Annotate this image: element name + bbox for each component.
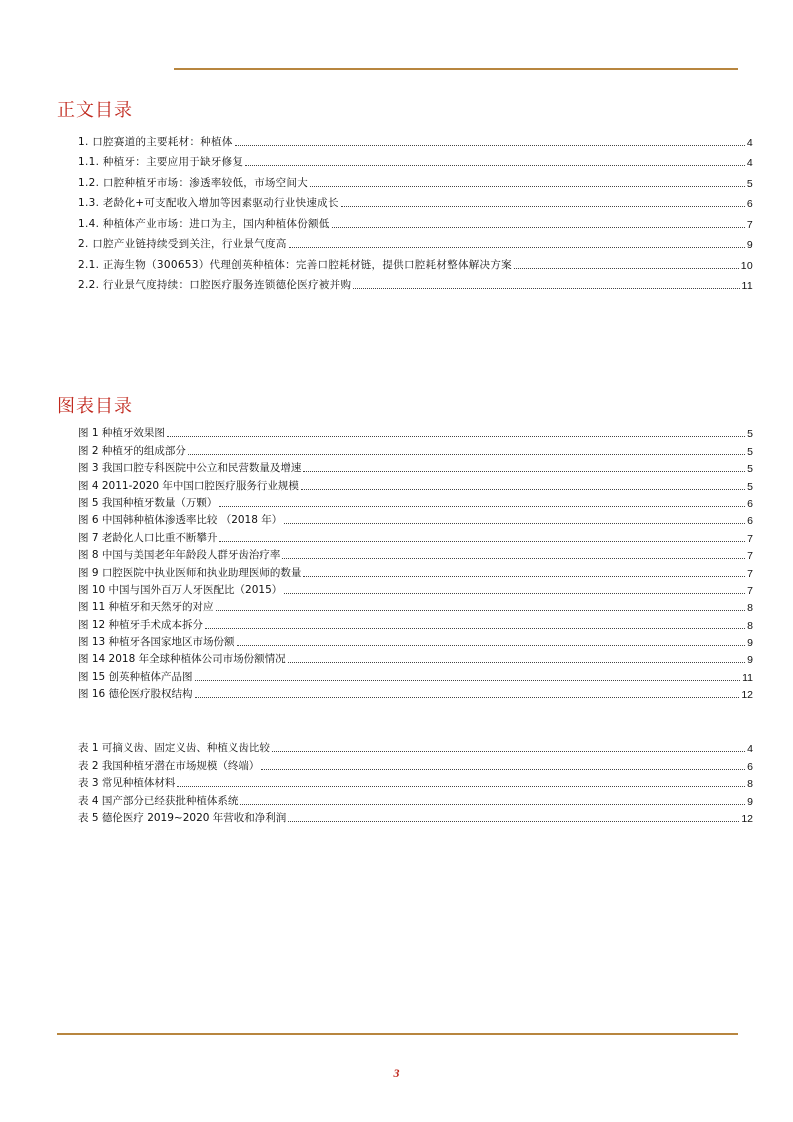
toc-entry[interactable]	[78, 272, 753, 293]
figure-entry[interactable]	[78, 632, 753, 649]
toc-entry-label[interactable]: 1.2. 口腔种植牙市场：渗透率较低，市场空间大	[78, 176, 309, 189]
dot-leader	[310, 186, 745, 187]
toc-entry[interactable]	[78, 231, 753, 252]
toc-entry-label[interactable]: 2.2. 行业景气度持续：口腔医疗服务连锁德伦医疗被并购	[78, 279, 352, 291]
table-entry-label[interactable]: 表 2 我国种植牙潜在市场规模（终端）	[78, 759, 260, 772]
figure-entry-page-number[interactable]: 5	[747, 428, 753, 441]
table-entry[interactable]	[78, 773, 753, 790]
dot-leader	[284, 593, 745, 594]
toc-entry[interactable]	[78, 169, 753, 190]
dot-leader	[289, 247, 745, 248]
toc-entry-page-number[interactable]: 5	[746, 177, 753, 190]
dot-leader	[235, 145, 745, 146]
figure-entry-page-number[interactable]: 7	[747, 567, 753, 580]
dot-leader	[216, 610, 746, 611]
toc-entry[interactable]	[78, 210, 753, 231]
dot-leader	[188, 454, 745, 455]
table-toc-list	[78, 738, 753, 825]
figure-entry-label[interactable]: 图 5 我国种植牙数量（万颗）	[78, 496, 218, 509]
table-entry[interactable]	[78, 755, 753, 772]
figure-entry-page-number[interactable]: 7	[747, 532, 753, 545]
figure-entry[interactable]	[78, 458, 753, 475]
toc-entry[interactable]	[78, 190, 753, 211]
toc-entry[interactable]	[78, 128, 753, 149]
figure-entry[interactable]	[78, 545, 753, 562]
figure-entry-page-number[interactable]: 6	[747, 515, 753, 528]
toc-entry-label[interactable]: 2. 口腔产业链持续受到关注，行业景气度高	[78, 238, 287, 250]
toc-entry[interactable]	[78, 149, 753, 170]
figure-entry-page-number[interactable]: 7	[747, 550, 753, 563]
figure-entry[interactable]	[78, 597, 753, 614]
toc-entry-page-number[interactable]: 4	[746, 136, 753, 149]
figure-entry[interactable]	[78, 562, 753, 579]
main-toc-title: 正文目录	[57, 100, 133, 121]
table-entry[interactable]	[78, 808, 753, 825]
dot-leader	[205, 628, 745, 629]
toc-entry-page-number[interactable]: 9	[746, 239, 753, 251]
header-rule	[174, 68, 738, 70]
figure-entry[interactable]	[78, 666, 753, 683]
dot-leader	[219, 506, 745, 507]
figure-entry[interactable]	[78, 440, 753, 457]
figure-entry-page-number[interactable]: 9	[747, 637, 753, 650]
toc-entry-page-number[interactable]: 10	[740, 259, 753, 272]
figure-toc-list	[78, 423, 753, 701]
figure-entry-page-number[interactable]: 5	[747, 463, 753, 476]
dot-leader	[261, 769, 745, 770]
dot-leader	[167, 436, 745, 437]
toc-entry-page-number[interactable]: 6	[746, 198, 753, 210]
dot-leader	[303, 471, 745, 472]
figure-entry-page-number[interactable]: 11	[742, 671, 753, 684]
main-toc-list	[78, 128, 753, 292]
dot-leader	[245, 165, 745, 166]
dot-leader	[353, 288, 739, 289]
table-entry-label[interactable]: 表 3 常见种植体材料	[78, 777, 176, 790]
figure-entry-label[interactable]: 图 12 种植牙手术成本拆分	[78, 618, 204, 631]
figure-entry-page-number[interactable]: 9	[747, 654, 753, 667]
figure-entry[interactable]	[78, 493, 753, 510]
toc-entry-page-number[interactable]: 11	[741, 280, 753, 292]
figure-entry[interactable]	[78, 475, 753, 492]
figure-entry[interactable]	[78, 510, 753, 527]
dot-leader	[282, 558, 745, 559]
toc-entry-page-number[interactable]: 7	[746, 218, 753, 231]
dot-leader	[514, 268, 739, 269]
dot-leader	[284, 523, 745, 524]
figure-entry-label[interactable]: 图 2 种植牙的组成部分	[78, 444, 186, 457]
toc-entry[interactable]	[78, 251, 753, 272]
figure-entry-label[interactable]: 图 14 2018 年全球种植体公司市场份额情况	[78, 653, 286, 666]
table-entry-label[interactable]: 表 1 可摘义齿、固定义齿、种植义齿比较	[78, 742, 270, 755]
figure-entry-label[interactable]: 图 8 中国与美国老年年龄段人群牙齿治疗率	[78, 549, 281, 562]
dot-leader	[301, 489, 745, 490]
toc-entry-label[interactable]: 2.1. 正海生物（300653）代理创英种植体：完善口腔耗材链，提供口腔耗材整体解决方案	[78, 258, 512, 271]
figure-entry-label[interactable]: 图 3 我国口腔专科医院中公立和民营数量及增速	[78, 462, 302, 475]
figure-entry-label[interactable]: 图 1 种植牙效果图	[78, 427, 165, 440]
figure-entry-label[interactable]: 图 7 老龄化人口比重不断攀升	[78, 531, 218, 544]
figure-entry-label[interactable]: 图 11 种植牙和天然牙的对应	[78, 601, 214, 614]
dot-leader	[288, 821, 739, 822]
figure-entry-page-number[interactable]: 12	[741, 689, 753, 702]
toc-entry-label[interactable]: 1.3. 老龄化+可支配收入增加等因素驱动行业快速成长	[78, 197, 339, 209]
dot-leader	[341, 206, 745, 207]
toc-entry-page-number[interactable]: 4	[746, 157, 753, 169]
figure-entry-label[interactable]: 图 15 创英种植体产品图	[78, 670, 193, 683]
figure-entry-label[interactable]: 图 4 2011-2020 年中国口腔医疗服务行业规模	[78, 479, 299, 492]
toc-entry-label[interactable]: 1.4. 种植体产业市场：进口为主，国内种植体份额低	[78, 217, 330, 230]
figure-entry-page-number[interactable]: 5	[747, 445, 753, 458]
table-entry-page-number[interactable]: 12	[741, 812, 753, 825]
dot-leader	[237, 645, 746, 646]
table-entry-page-number[interactable]: 4	[747, 743, 753, 756]
dot-leader	[240, 804, 745, 805]
table-entry-page-number[interactable]: 8	[747, 778, 753, 791]
page-number: 3	[393, 1066, 400, 1080]
table-entry[interactable]	[78, 738, 753, 755]
figure-toc-title: 图表目录	[57, 396, 133, 417]
figure-entry[interactable]	[78, 527, 753, 544]
dot-leader	[272, 751, 745, 752]
table-entry-page-number[interactable]: 9	[747, 795, 753, 808]
figure-entry[interactable]	[78, 423, 753, 440]
toc-entry-label[interactable]: 1. 口腔赛道的主要耗材：种植体	[78, 135, 233, 148]
toc-entry-label[interactable]: 1.1. 种植牙：主要应用于缺牙修复	[78, 156, 244, 168]
figure-entry-label[interactable]: 图 6 中国韩种植体渗透率比较 （2018 年）	[78, 514, 283, 527]
dot-leader	[195, 680, 741, 681]
footer-rule	[57, 1033, 738, 1035]
table-entry-label[interactable]: 表 5 德伦医疗 2019~2020 年营收和净利润	[78, 811, 287, 824]
figure-entry[interactable]	[78, 614, 753, 631]
figure-entry-page-number[interactable]: 8	[747, 602, 753, 615]
dot-leader	[288, 662, 746, 663]
figure-entry[interactable]	[78, 580, 753, 597]
figure-entry-label[interactable]: 图 13 种植牙各国家地区市场份额	[78, 636, 235, 649]
figure-entry[interactable]	[78, 649, 753, 666]
dot-leader	[195, 697, 740, 698]
figure-entry-page-number[interactable]: 8	[747, 619, 753, 632]
figure-entry-page-number[interactable]: 7	[747, 584, 753, 597]
figure-entry-label[interactable]: 图 16 德伦医疗股权结构	[78, 688, 193, 701]
figure-entry-page-number[interactable]: 5	[747, 480, 753, 493]
figure-entry-page-number[interactable]: 6	[747, 497, 753, 510]
table-entry[interactable]	[78, 790, 753, 807]
dot-leader	[303, 576, 745, 577]
dot-leader	[219, 541, 745, 542]
table-entry-label[interactable]: 表 4 国产部分已经获批种植体系统	[78, 794, 239, 807]
dot-leader	[177, 786, 745, 787]
table-entry-page-number[interactable]: 6	[747, 760, 753, 773]
figure-entry[interactable]	[78, 684, 753, 701]
figure-entry-label[interactable]: 图 10 中国与国外百万人牙医配比（2015）	[78, 583, 283, 596]
figure-entry-label[interactable]: 图 9 口腔医院中执业医师和执业助理医师的数量	[78, 566, 302, 579]
dot-leader	[332, 227, 745, 228]
